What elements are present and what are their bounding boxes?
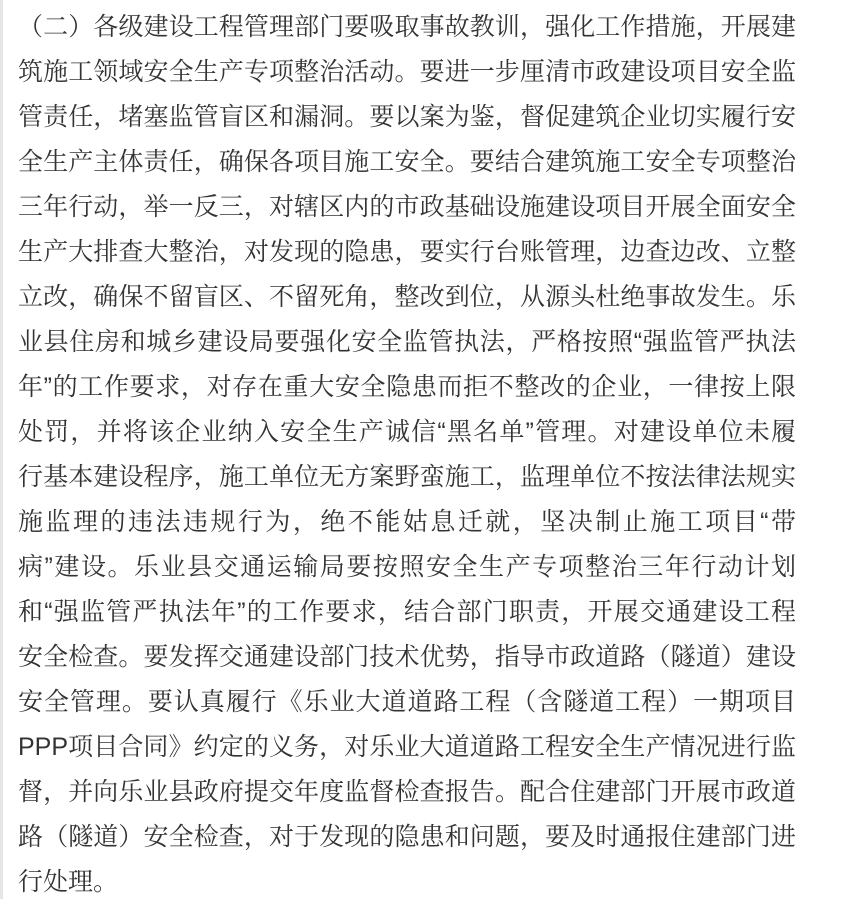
text-line: 安全管理。要认真履行《乐业大道道路工程（含隧道工程）一期项目 — [18, 688, 796, 716]
text-line: 业县住房和城乡建设局要强化安全监管执法，严格按照“强监管严执法 — [18, 328, 796, 356]
text-line: 施监理的违法违规行为，绝不能姑息迁就，坚决制止施工项目“带 — [18, 508, 796, 536]
paragraph — [18, 5, 796, 905]
text-line: 三年行动，举一反三，对辖区内的市政基础设施建设项目开展全面安全 — [18, 193, 796, 221]
text-line: （二）各级建设工程管理部门要吸取事故教训，强化工作措施，开展建 — [18, 13, 796, 41]
text-line: PPP项目合同》约定的义务，对乐业大道道路工程安全生产情况进行监 — [18, 733, 796, 761]
text-line: 路（隧道）安全检查，对于发现的隐患和问题，要及时通报住建部门进 — [18, 823, 796, 851]
text-line: 行基本建设程序，施工单位无方案野蛮施工，监理单位不按法律法规实 — [18, 463, 796, 491]
text-line: 病”建设。乐业县交通运输局要按照安全生产专项整治三年行动计划 — [18, 553, 796, 581]
text-line: 管责任，堵塞监管盲区和漏洞。要以案为鉴，督促建筑企业切实履行安 — [18, 103, 796, 131]
page-left-edge — [0, 0, 3, 899]
text-line: 生产大排查大整治，对发现的隐患，要实行台账管理，边查边改、立整 — [18, 238, 796, 266]
text-line: 筑施工领域安全生产专项整治活动。要进一步厘清市政建设项目安全监 — [18, 58, 796, 86]
text-line: 行处理。 — [18, 868, 119, 896]
text-line: 立改，确保不留盲区、不留死角，整改到位，从源头杜绝事故发生。乐 — [18, 283, 796, 311]
text-line: 和“强监管严执法年”的工作要求，结合部门职责，开展交通建设工程 — [18, 598, 796, 626]
text-line: 安全检查。要发挥交通建设部门技术优势，指导市政道路（隧道）建设 — [18, 643, 796, 671]
text-line: 全生产主体责任，确保各项目施工安全。要结合建筑施工安全专项整治 — [18, 148, 796, 176]
text-line: 处罚，并将该企业纳入安全生产诚信“黑名单”管理。对建设单位未履 — [18, 418, 796, 446]
text-line: 督，并向乐业县政府提交年度监督检查报告。配合住建部门开展市政道 — [18, 778, 796, 806]
text-line: 年”的工作要求，对存在重大安全隐患而拒不整改的企业，一律按上限 — [18, 373, 796, 401]
